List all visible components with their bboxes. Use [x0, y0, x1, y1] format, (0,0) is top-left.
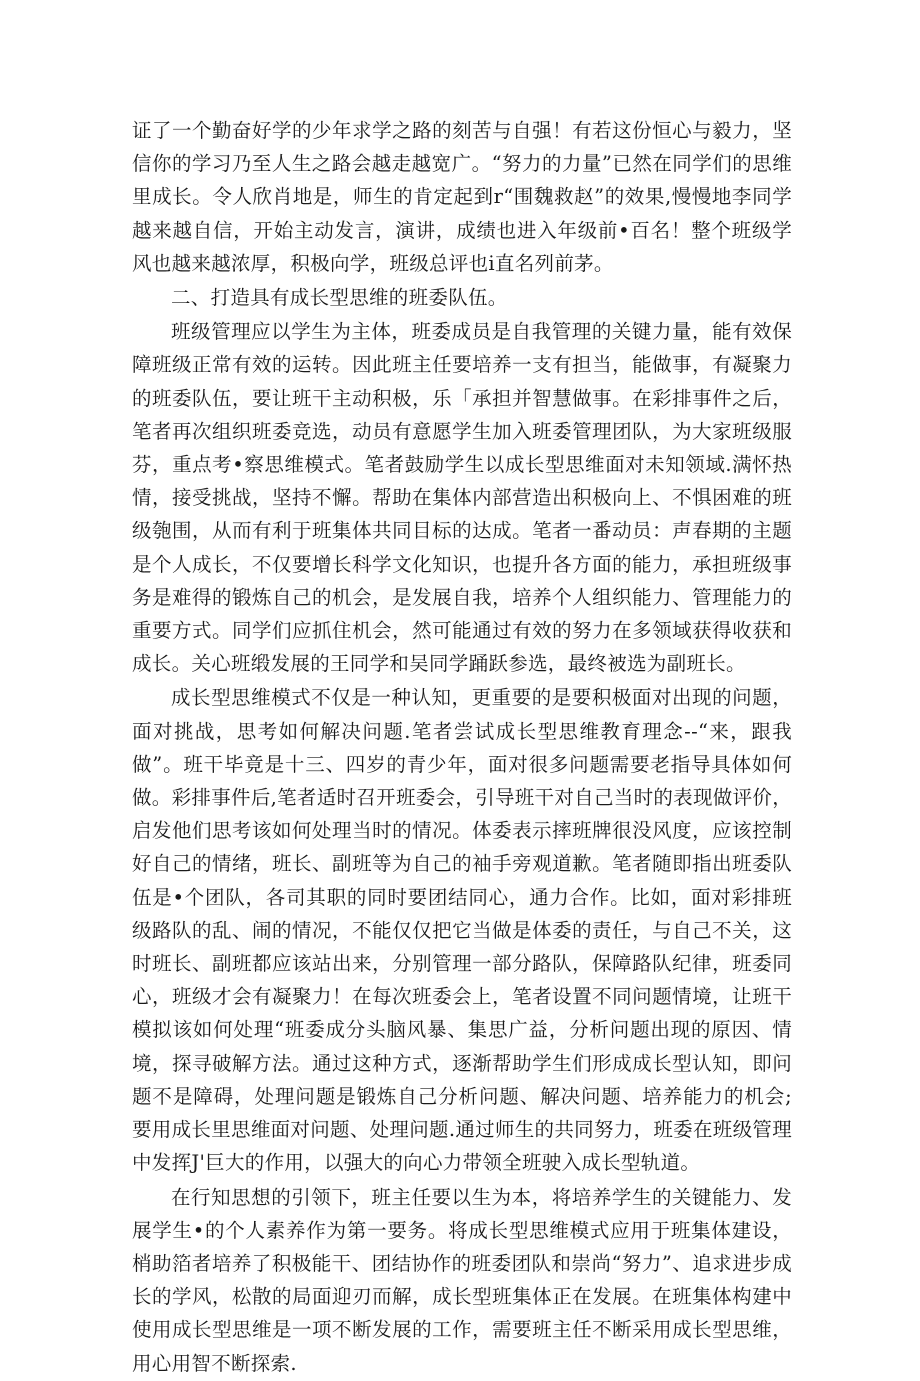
paragraph-3: 成长型思维模式不仅是一种认知，更重要的是要积极面对出现的问题，面对挑战，思考如何解决问题.笔者尝试成长型思维教育理念--“来，跟我做”。班干毕竟是十三、四岁的青少年，面对很多问题需要老指导具体如何做。彩排事件后,笔者适时召开班委会，引导班干对自己当时的表现做评价，启发他们思考该如何处理当时的情况。体委表示摔班牌很没风度，应该控制好自己的情绪，班长、副班等为自己的袖手旁观道歉。笔者随即指出班委队伍是•个团队，各司其职的同时要团结同心，通力合作。比如，面对彩排班级路队的乱、闹的情况，不能仅仅把它当做是体委的责任，与自己不关，这时班长、副班都应该站出来，分别管理一部分路队，保障路队纪律，班委同心，班级才会有凝聚力！在每次班委会上，笔者设置不同问题情境，让班干模拟该如何处理“班委成分头脑风暴、集思广益，分析问题出现的原因、情境，探寻破解方法。通过这种方式，逐渐帮助学生们形成成长型认知，即问题不是障碍，处理问题是锻炼自己分析问题、解决问题、培养能力的机会;要用成长里思维面对问题、处理问题.通过师生的共同努力，班委在班级管理中发挥J'巨大的作用，以强大的向心力带领全班驶入成长型轨道。 — [132, 686, 792, 1175]
paragraph-4: 在行知思想的引领下，班主任要以生为本，将培养学生的关键能力、发展学生•的个人素养作为第一要务。将成长型思维模式应用于班集体建设，梢助箔者培养了积极能干、团结协作的班委团队和崇尚“努力”、追求进步成长的学风，松散的局面迎刃而解，成长型班集体正在发展。在班集体构建中使用成长型思维是一项不断发展的工作，需要班主任不断采用成长型思维，用心用智不断探索. — [132, 1185, 792, 1375]
section-heading: 二、打造具有成长型思维的班委队伍。 — [171, 286, 508, 310]
paragraph-1: 证了一个勤奋好学的少年求学之路的刻苦与自强！有若这份恒心与毅力，坚信你的学习乃至人生之路会越走越宽广。“努力的力量”已然在同学们的思维里成长。令人欣肖地是，师生的肯定起到r“围魏救赵”的效果,慢慢地李同学越来越自信，开始主动发言，演讲，成绩也进入年级前•百名！整个班级学风也越来越浓厚，积极向学，班级总评也i直名列前茅。 — [132, 119, 792, 275]
paragraph-2: 班级管理应以学生为主体，班委成员是自我管理的关键力量，能有效保障班级正常有效的运转。因此班主任要培养一支有担当，能做事，有凝聚力的班委队伍，要让班干主动积极，乐「承担并智慧做事。在彩排事件之后，笔者再次组织班委竞选，动员有意愿学生加入班委管理团队，为大家班级服芬，重点考•察思维模式。笔者鼓励学生以成长型思维面对未知领域.满怀热情，接受挑战，坚持不懈。帮助在集体内部营造出积极向上、不惧困难的班级匏围，从而有利于班集体共同目标的达成。笔者一番动员：声春期的主题是个人成长，不仅要增长科学文化知识，也提升各方面的能力，承担班级事务是难得的锻炼自己的机会，是发展自我，培养个人组织能力、管理能力的重要方式。同学们应抓住机会，然可能通过有效的努力在多领域获得收获和成长。关心班缎发展的王同学和吴同学踊跃参选，最终被选为副班长。 — [132, 320, 792, 676]
document-body — [132, 114, 792, 1381]
